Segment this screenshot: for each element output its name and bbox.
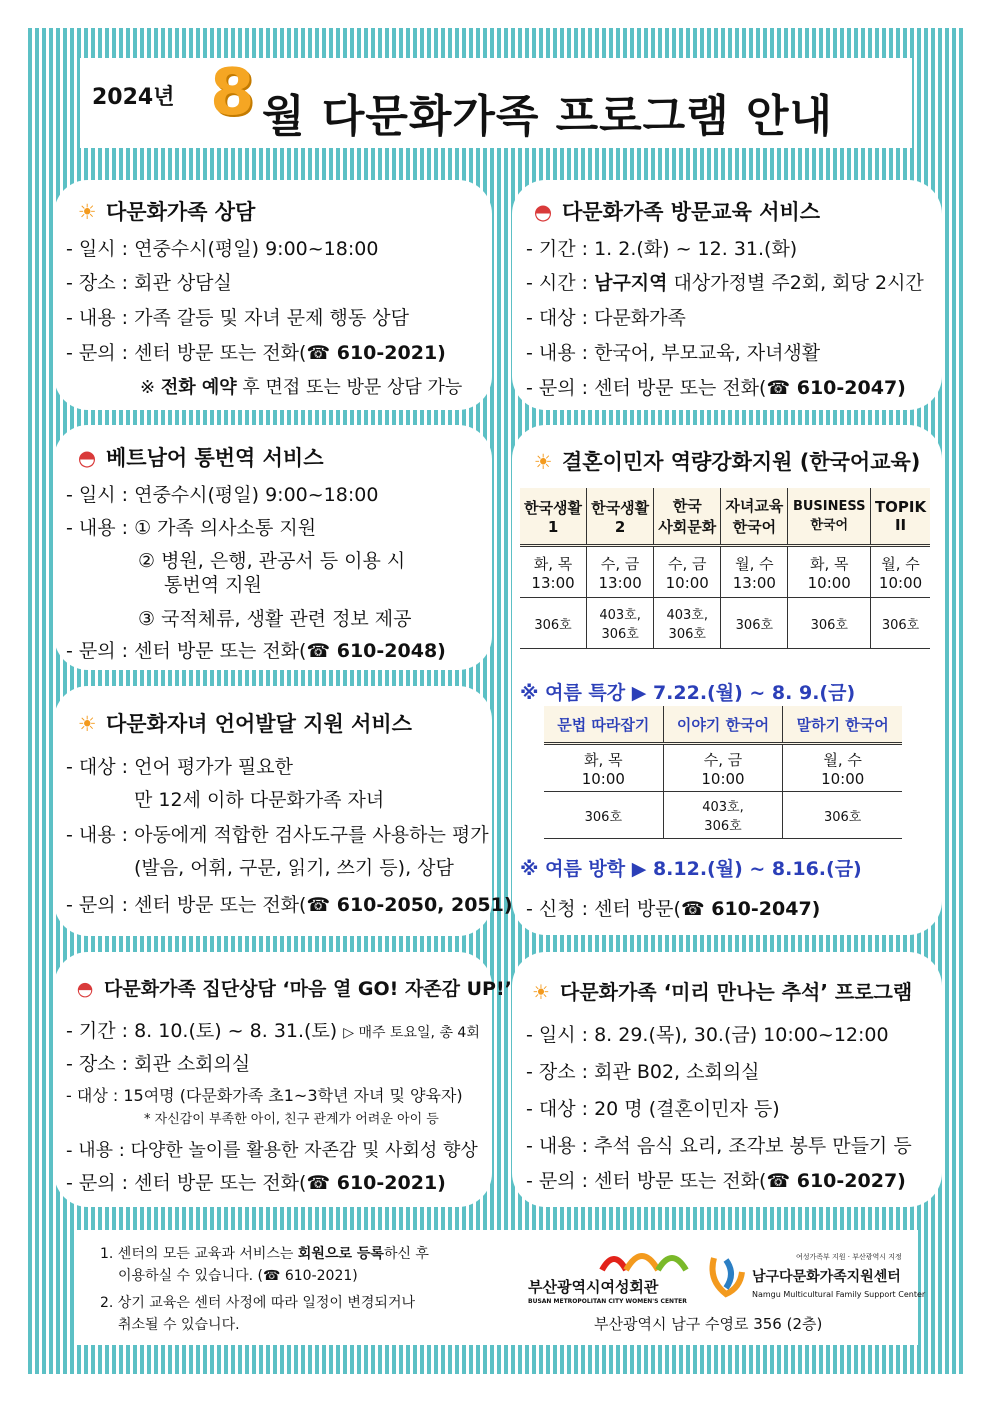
vietnam-time: - 일시 : 연중수시(평일) 9:00~18:00: [66, 484, 379, 506]
vietnam-contact: [66, 636, 446, 663]
group-contact: [66, 1168, 446, 1195]
title-year: 2024년: [92, 85, 175, 110]
group-period: [66, 1016, 480, 1043]
group-heading: [72, 974, 512, 1001]
page-title: 월 다문화가족 프로그램 안내: [262, 91, 834, 142]
visit-contact: [526, 373, 906, 400]
counsel-note-mark: ※: [140, 377, 161, 398]
table-cell: 403호, 306호: [654, 598, 721, 649]
table-cell: 월, 수 13:00: [721, 546, 788, 598]
korean-apply: [526, 894, 820, 921]
visit-title: 다문화가족 방문교육 서비스: [562, 200, 821, 224]
vietnam-phone: ☎ 610-2048): [306, 640, 446, 662]
table-cell: 화, 목 10:00: [788, 546, 871, 598]
footer-note-1: [100, 1243, 429, 1263]
watermelon-icon: ◓: [533, 200, 553, 224]
footer-note-1d: 이용하실 수 있습니다. (☎ 610-2021): [118, 1268, 358, 1284]
vietnam-content-2b: 통번역 지원: [164, 574, 262, 596]
table-row: [520, 546, 930, 598]
group-target: - 대상 : 15여명 (다문화가족 초1~3학년 자녀 및 양육자): [66, 1086, 463, 1105]
table-cell: 수, 금 10:00: [654, 546, 721, 598]
chuseok-content: - 내용 : 추석 음식 요리, 조각보 봉투 만들기 등: [526, 1135, 912, 1157]
table-row: [544, 744, 902, 792]
chuseok-place: - 장소 : 회관 B02, 소회의실: [526, 1061, 760, 1083]
language-content-2: (발음, 어휘, 구문, 읽기, 쓰기 등), 상담: [134, 857, 454, 879]
table-cell: 월, 수 10:00: [783, 744, 902, 792]
table-header: 한국생활 1: [520, 488, 587, 546]
group-content: - 내용 : 다양한 놀이를 활용한 자존감 및 사회성 향상: [66, 1140, 478, 1161]
chuseok-contact: [526, 1166, 906, 1193]
visit-phone: ☎ 610-2047): [766, 377, 906, 399]
title-month: 8: [210, 56, 255, 130]
vietnam-content-3: ③ 국적체류, 생활 관련 정보 제공: [138, 608, 412, 630]
table-row: [544, 792, 902, 839]
korean-apply-phone: ☎ 610-2047): [680, 898, 821, 920]
table-cell: 306호: [544, 792, 663, 839]
counsel-heading: [74, 196, 255, 226]
footer-note-1b: 회원으로 등록: [297, 1246, 384, 1262]
language-content-1: - 내용 : 아동에게 적합한 검사도구를 사용하는 평가: [66, 824, 489, 846]
family-center-logo-icon: [706, 1250, 748, 1300]
table-cell: 수, 금 10:00: [663, 744, 783, 792]
table-header: 한국생활 2: [587, 488, 654, 546]
group-place: - 장소 : 회관 소회의실: [66, 1053, 251, 1075]
visit-time: [526, 268, 924, 295]
counsel-title: 다문화가족 상담: [106, 200, 256, 224]
visit-target: - 대상 : 다문화가족: [526, 307, 686, 329]
korean-apply-text: - 신청 : 센터 방문(: [526, 898, 681, 920]
counsel-line-2: - 장소 : 회관 상담실: [66, 272, 232, 294]
group-period-note: ▷ 매주 토요일, 총 4회: [343, 1025, 480, 1041]
womens-center-logo-icon: [598, 1240, 690, 1280]
logo-swoosh-blue: [726, 1260, 731, 1288]
table-cell: 306호: [783, 792, 902, 839]
visit-heading: [530, 196, 820, 226]
vietnam-content-1: - 내용 : ① 가족 의사소통 지원: [66, 517, 317, 539]
korean-title: 결혼이민자 역량강화지원 (한국어교육): [562, 450, 921, 474]
table-row: [520, 598, 930, 649]
vietnam-content-2: ② 병원, 은행, 관공서 등 이용 시: [138, 550, 406, 572]
sun-icon: ☀: [533, 450, 553, 474]
visit-time-label: - 시간 :: [526, 272, 595, 294]
language-contact: [66, 890, 513, 917]
counsel-line-1: - 일시 : 연중수시(평일) 9:00~18:00: [66, 238, 379, 260]
korean-schedule-table: [520, 488, 930, 649]
korean-heading: [530, 446, 920, 476]
footer-note-1a: 1. 센터의 모든 교육과 서비스는: [100, 1246, 298, 1262]
footer-note-1c: 하신 후: [383, 1246, 429, 1262]
visit-content: - 내용 : 한국어, 부모교육, 자녀생활: [526, 342, 821, 364]
vietnam-heading: [74, 442, 323, 472]
womens-center-name-en: BUSAN METROPOLITAN CITY WOMEN'S CENTER: [528, 1298, 687, 1305]
vietnam-contact-text: - 문의 : 센터 방문 또는 전화(: [66, 640, 307, 662]
table-cell: 403호, 306호: [587, 598, 654, 649]
chuseok-heading: [528, 976, 912, 1005]
counsel-phone: ☎ 610-2021): [306, 342, 446, 364]
table-header: 문법 따라잡기: [544, 706, 663, 744]
group-target-note: * 자신감이 부족한 아이, 친구 관계가 어려운 아이 등: [144, 1112, 439, 1127]
visit-period: - 기간 : 1. 2.(화) ~ 12. 31.(화): [526, 238, 798, 260]
family-center-name: 남구다문화가족지원센터: [752, 1269, 901, 1285]
chuseok-contact-text: - 문의 : 센터 방문 또는 전화(: [526, 1170, 767, 1192]
table-header: 자녀교육 한국어: [721, 488, 788, 546]
group-phone: ☎ 610-2021): [306, 1172, 446, 1194]
table-cell: 306호: [871, 598, 930, 649]
table-header: 이야기 한국어: [663, 706, 783, 744]
counsel-note-rest: 후 면접 또는 방문 상담 가능: [236, 377, 463, 398]
table-cell: 306호: [520, 598, 587, 649]
table-cell: 306호: [788, 598, 871, 649]
table-cell: 화, 목 13:00: [520, 546, 587, 598]
visit-time-bold: 남구지역: [594, 272, 668, 294]
counsel-note: [140, 373, 462, 399]
group-contact-text: - 문의 : 센터 방문 또는 전화(: [66, 1172, 307, 1194]
chuseok-phone: ☎ 610-2027): [766, 1170, 906, 1192]
language-target-1: - 대상 : 언어 평가가 필요한: [66, 756, 293, 778]
counsel-note-bold: 전화 예약: [160, 377, 237, 398]
watermelon-icon: ◓: [77, 446, 97, 470]
counsel-contact: [66, 338, 446, 365]
womens-center-name: 부산광역시여성회관: [528, 1278, 659, 1296]
summer-break: ※ 여름 방학 ▶ 8.12.(월) ~ 8.16.(금): [520, 858, 862, 880]
language-title: 다문화자녀 언어발달 지원 서비스: [106, 712, 412, 736]
logo-arc-red: [602, 1259, 626, 1270]
visit-time-rest: 대상가정별 주2회, 회당 2시간: [667, 272, 924, 294]
language-target-2: 만 12세 이하 다문화가족 자녀: [134, 789, 385, 811]
table-header-row: [544, 706, 902, 744]
table-cell: 화, 목 10:00: [544, 744, 663, 792]
sun-icon: ☀: [532, 980, 550, 1004]
table-header: 말하기 한국어: [783, 706, 902, 744]
table-cell: 월, 수 10:00: [871, 546, 930, 598]
language-heading: [74, 708, 412, 738]
address: 부산광역시 남구 수영로 356 (2층): [594, 1315, 823, 1333]
group-title: 다문화가족 집단상담 ‘마음 열 GO! 자존감 UP!’: [104, 978, 512, 1000]
language-contact-text: - 문의 : 센터 방문 또는 전화(: [66, 894, 307, 916]
table-header: TOPIK II: [871, 488, 930, 546]
chuseok-time: - 일시 : 8. 29.(목), 30.(금) 10:00~12:00: [526, 1024, 889, 1046]
table-header-row: [520, 488, 930, 546]
logo-arc-orange: [626, 1256, 658, 1270]
chuseok-target: - 대상 : 20 명 (결혼이민자 등): [526, 1098, 780, 1120]
table-cell: 306호: [721, 598, 788, 649]
language-phone: ☎ 610-2050, 2051): [306, 894, 513, 916]
summer-special: ※ 여름 특강 ▶ 7.22.(월) ~ 8. 9.(금): [520, 682, 856, 704]
summer-special-table: [544, 706, 902, 839]
table-cell: 403호, 306호: [663, 792, 783, 839]
table-header: BUSINESS 한국어: [788, 488, 871, 546]
sun-icon: ☀: [77, 712, 97, 736]
vietnam-title: 베트남어 통번역 서비스: [106, 446, 324, 470]
sun-icon: ☀: [77, 200, 97, 224]
watermelon-icon: ◓: [76, 978, 94, 1000]
counsel-line-3: - 내용 : 가족 갈등 및 자녀 문제 행동 상담: [66, 307, 409, 329]
visit-contact-text: - 문의 : 센터 방문 또는 전화(: [526, 377, 767, 399]
table-cell: 수, 금 13:00: [587, 546, 654, 598]
logo-arc-green: [658, 1258, 686, 1270]
footer-note-2b: 취소될 수 있습니다.: [118, 1317, 240, 1333]
group-period-text: - 기간 : 8. 10.(토) ~ 8. 31.(토): [66, 1020, 338, 1042]
footer-note-2: 2. 상기 교육은 센터 사정에 따라 일정이 변경되거나: [100, 1295, 415, 1311]
chuseok-title: 다문화가족 ‘미리 만나는 추석’ 프로그램: [560, 980, 913, 1004]
family-center-subtitle: 여성가족부 지원 · 부산광역시 지정: [796, 1253, 902, 1261]
table-header: 한국 사회문화: [654, 488, 721, 546]
counsel-contact-text: - 문의 : 센터 방문 또는 전화(: [66, 342, 307, 364]
family-center-name-en: Namgu Multicultural Family Support Center: [752, 1290, 926, 1299]
